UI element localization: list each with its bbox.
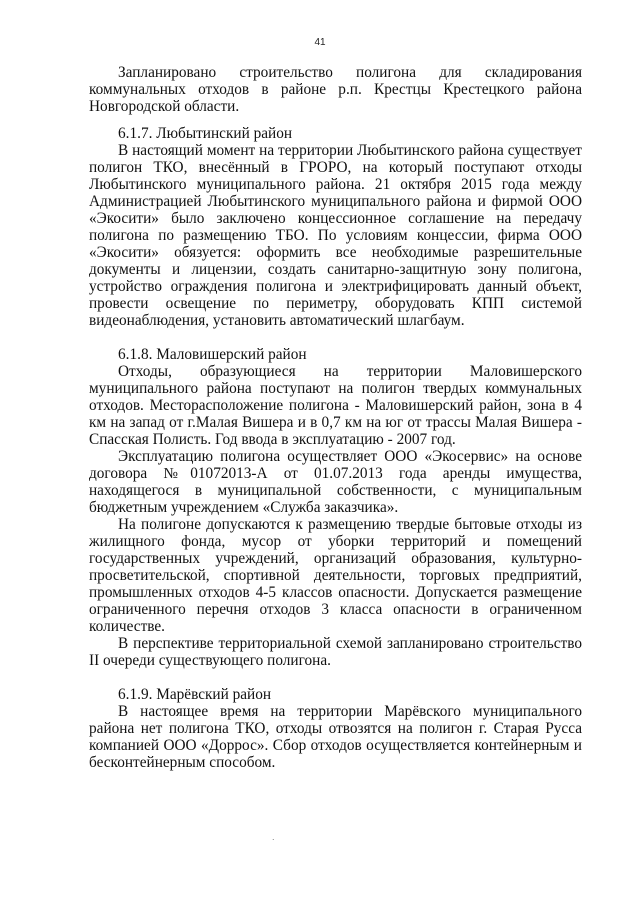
intro-paragraph: Запланировано строительство полигона для складирования коммунальных отходов в районе р.п. Крестцы Крестецкого района Новгородской области.: [89, 64, 582, 115]
page-number: 41: [314, 37, 326, 48]
section-paragraph: В настоящий момент на территории Любытинского района существует полигон ТКО, внесённый в ГРОРО, на который поступают отходы Любытинского муниципального района. 21 октября 2015 года между Администрацией Любытинского муниципального района и фирмой ООО «Экосити» было заключено концессионное соглашение на передачу полигона по размещению ТБО. По условиям концессии, фирма ООО «Экосити» обязуется: оформить все необходимые разрешительные документы и лицензии, создать санитарно-защитную зону полигона, устройство ограждения полигона и электрифицировать данный объект, провести освещение по периметру, оборудовать КПП системой видеонаблюдения, установить автоматический шлагбаум.: [89, 142, 582, 329]
section-heading: 6.1.8. Маловишерский район: [118, 346, 307, 363]
section-heading: 6.1.9. Марёвский район: [118, 686, 272, 703]
spacer: [89, 329, 582, 346]
section-paragraph: На полигоне допускаются к размещению твердые бытовые отходы из жилищного фонда, мусор от уборки территорий и помещений государственных учреждений, организаций образования, культурно-просветительской, спортивной деятельности, торговых предприятий, промышленных отходов 4-5 классов опасности. Допускается размещение ограниченного перечня отходов 3 класса опасности в ограниченном количестве.: [89, 516, 582, 635]
spacer: [89, 115, 582, 125]
document-body: [89, 64, 582, 771]
section-malovishersky: [89, 346, 582, 669]
section-heading: 6.1.7. Любытинский район: [118, 125, 293, 142]
section-paragraph: В настоящее время на территории Марёвского муниципального района нет полигона ТКО, отходы отвозятся на полигон г. Старая Русса компанией ООО «Доррос». Сбор отходов осуществляется контейнерным и бесконтейнерным способом.: [89, 703, 582, 771]
section-paragraph: Отходы, образующиеся на территории Маловишерского муниципального района поступают на полигон твердых коммунальных отходов. Месторасположение полигона - Маловишерский район, зона в 4 км на запад от г.Малая Вишера и в 0,7 км на юг от трассы Малая Вишера - Спасская Полисть. Год ввода в эксплуатацию - 2007 год.: [89, 363, 582, 448]
section-paragraph: В перспективе территориальной схемой запланировано строительство II очереди существующего полигона.: [89, 635, 582, 669]
spacer: [89, 669, 582, 686]
scan-mark: .: [272, 832, 275, 842]
section-marevsky: [89, 686, 582, 771]
section-paragraph: Эксплуатацию полигона осуществляет ООО «Экосервис» на основе договора №01072013-А от 01.07.2013 года аренды имущества, находящегося в муниципальной собственности, с муниципальным бюджетным учреждением «Служба заказчика».: [89, 448, 582, 516]
section-lyubytinsky: [89, 125, 582, 329]
